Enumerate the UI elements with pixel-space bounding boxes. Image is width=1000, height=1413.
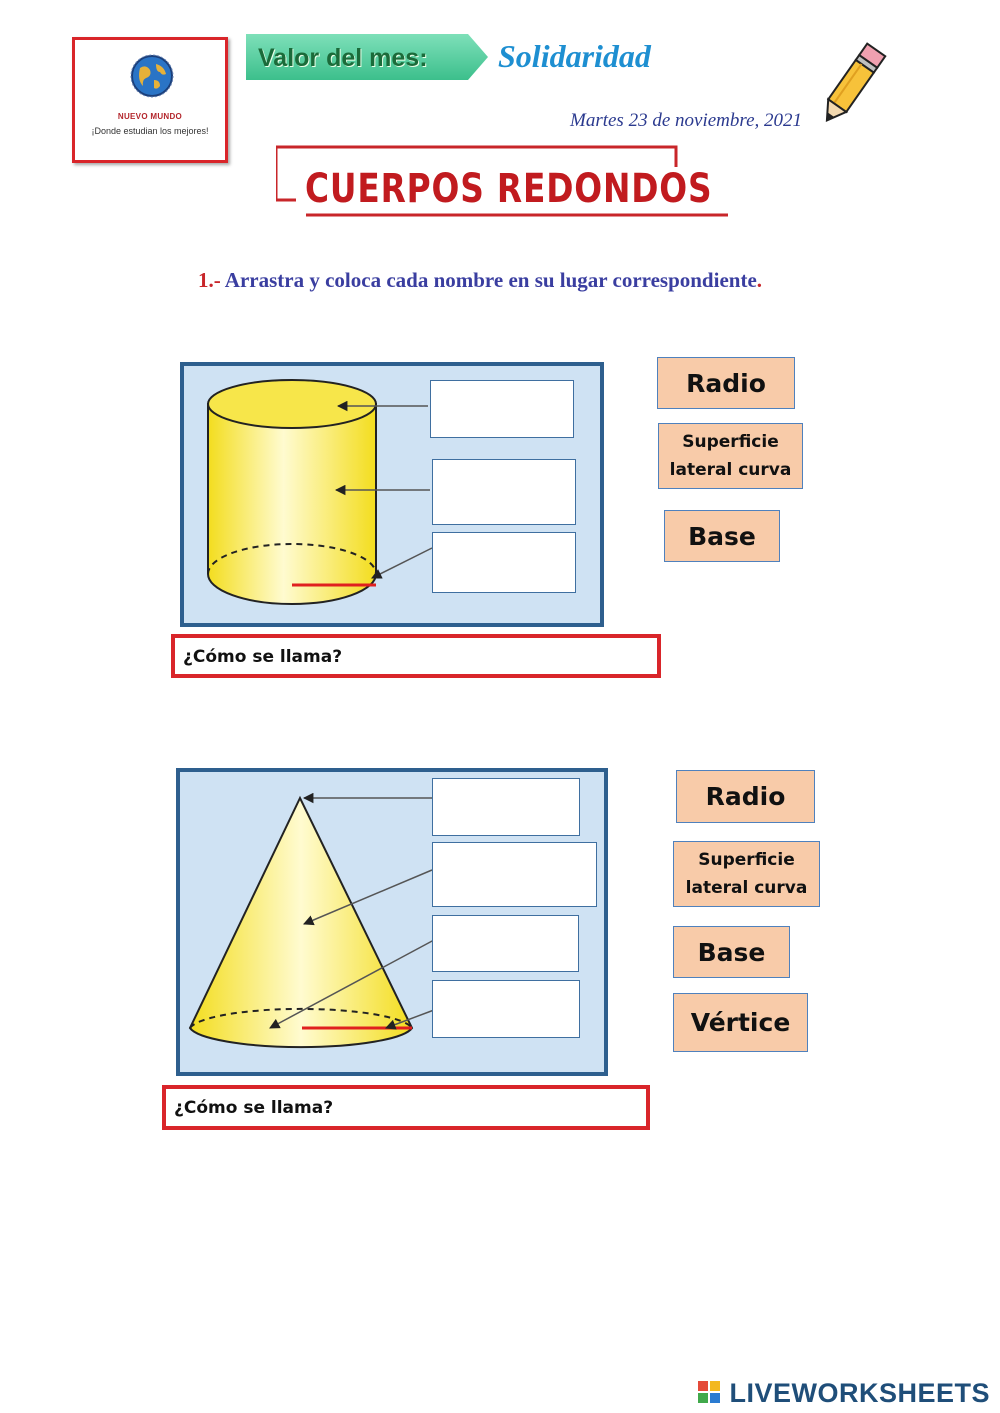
cylinder-question[interactable]: ¿Cómo se llama? (171, 634, 661, 678)
instruction-number: 1.- (197, 268, 221, 292)
cylinder-drop-middle[interactable] (432, 459, 576, 525)
cone-drop-1[interactable] (432, 778, 580, 836)
logo-name: NUEVO MUNDO (117, 112, 183, 121)
cone-drop-4[interactable] (432, 980, 580, 1038)
pencil-icon (812, 40, 890, 132)
cylinder-drop-top[interactable] (430, 380, 574, 438)
cone-label-base[interactable]: Base (673, 926, 790, 978)
instruction-text: Arrastra y coloca cada nombre en su lugar correspondiente (220, 268, 757, 292)
cone-label-superficie[interactable]: Superficie lateral curva (673, 841, 820, 907)
banner-label: Valor del mes: (258, 44, 428, 72)
cone-label-radio[interactable]: Radio (676, 770, 815, 823)
cylinder-label-base[interactable]: Base (664, 510, 780, 562)
cone-drop-2[interactable] (432, 842, 597, 907)
liveworksheets-logo-icon (698, 1381, 720, 1403)
instruction-end: . (756, 268, 763, 292)
instruction (0, 268, 960, 293)
cone-question[interactable]: ¿Cómo se llama? (162, 1085, 650, 1130)
cylinder-drop-bottom[interactable] (432, 532, 576, 593)
cylinder-label-radio[interactable]: Radio (657, 357, 795, 409)
footer-brand: LIVEWORKSHEETS (729, 1378, 990, 1408)
logo-slogan: ¡Donde estudian los mejores! (91, 126, 209, 136)
cone-drop-3[interactable] (432, 915, 579, 972)
page-title: CUERPOS REDONDOS (305, 166, 713, 212)
school-logo (72, 37, 228, 163)
value-of-month: Solidaridad (498, 38, 651, 74)
cone-label-vertice[interactable]: Vértice (673, 993, 808, 1052)
globe-icon (130, 54, 174, 98)
cylinder-label-superficie[interactable]: Superficie lateral curva (658, 423, 803, 489)
date-text: Martes 23 de noviembre, 2021 (570, 110, 802, 131)
